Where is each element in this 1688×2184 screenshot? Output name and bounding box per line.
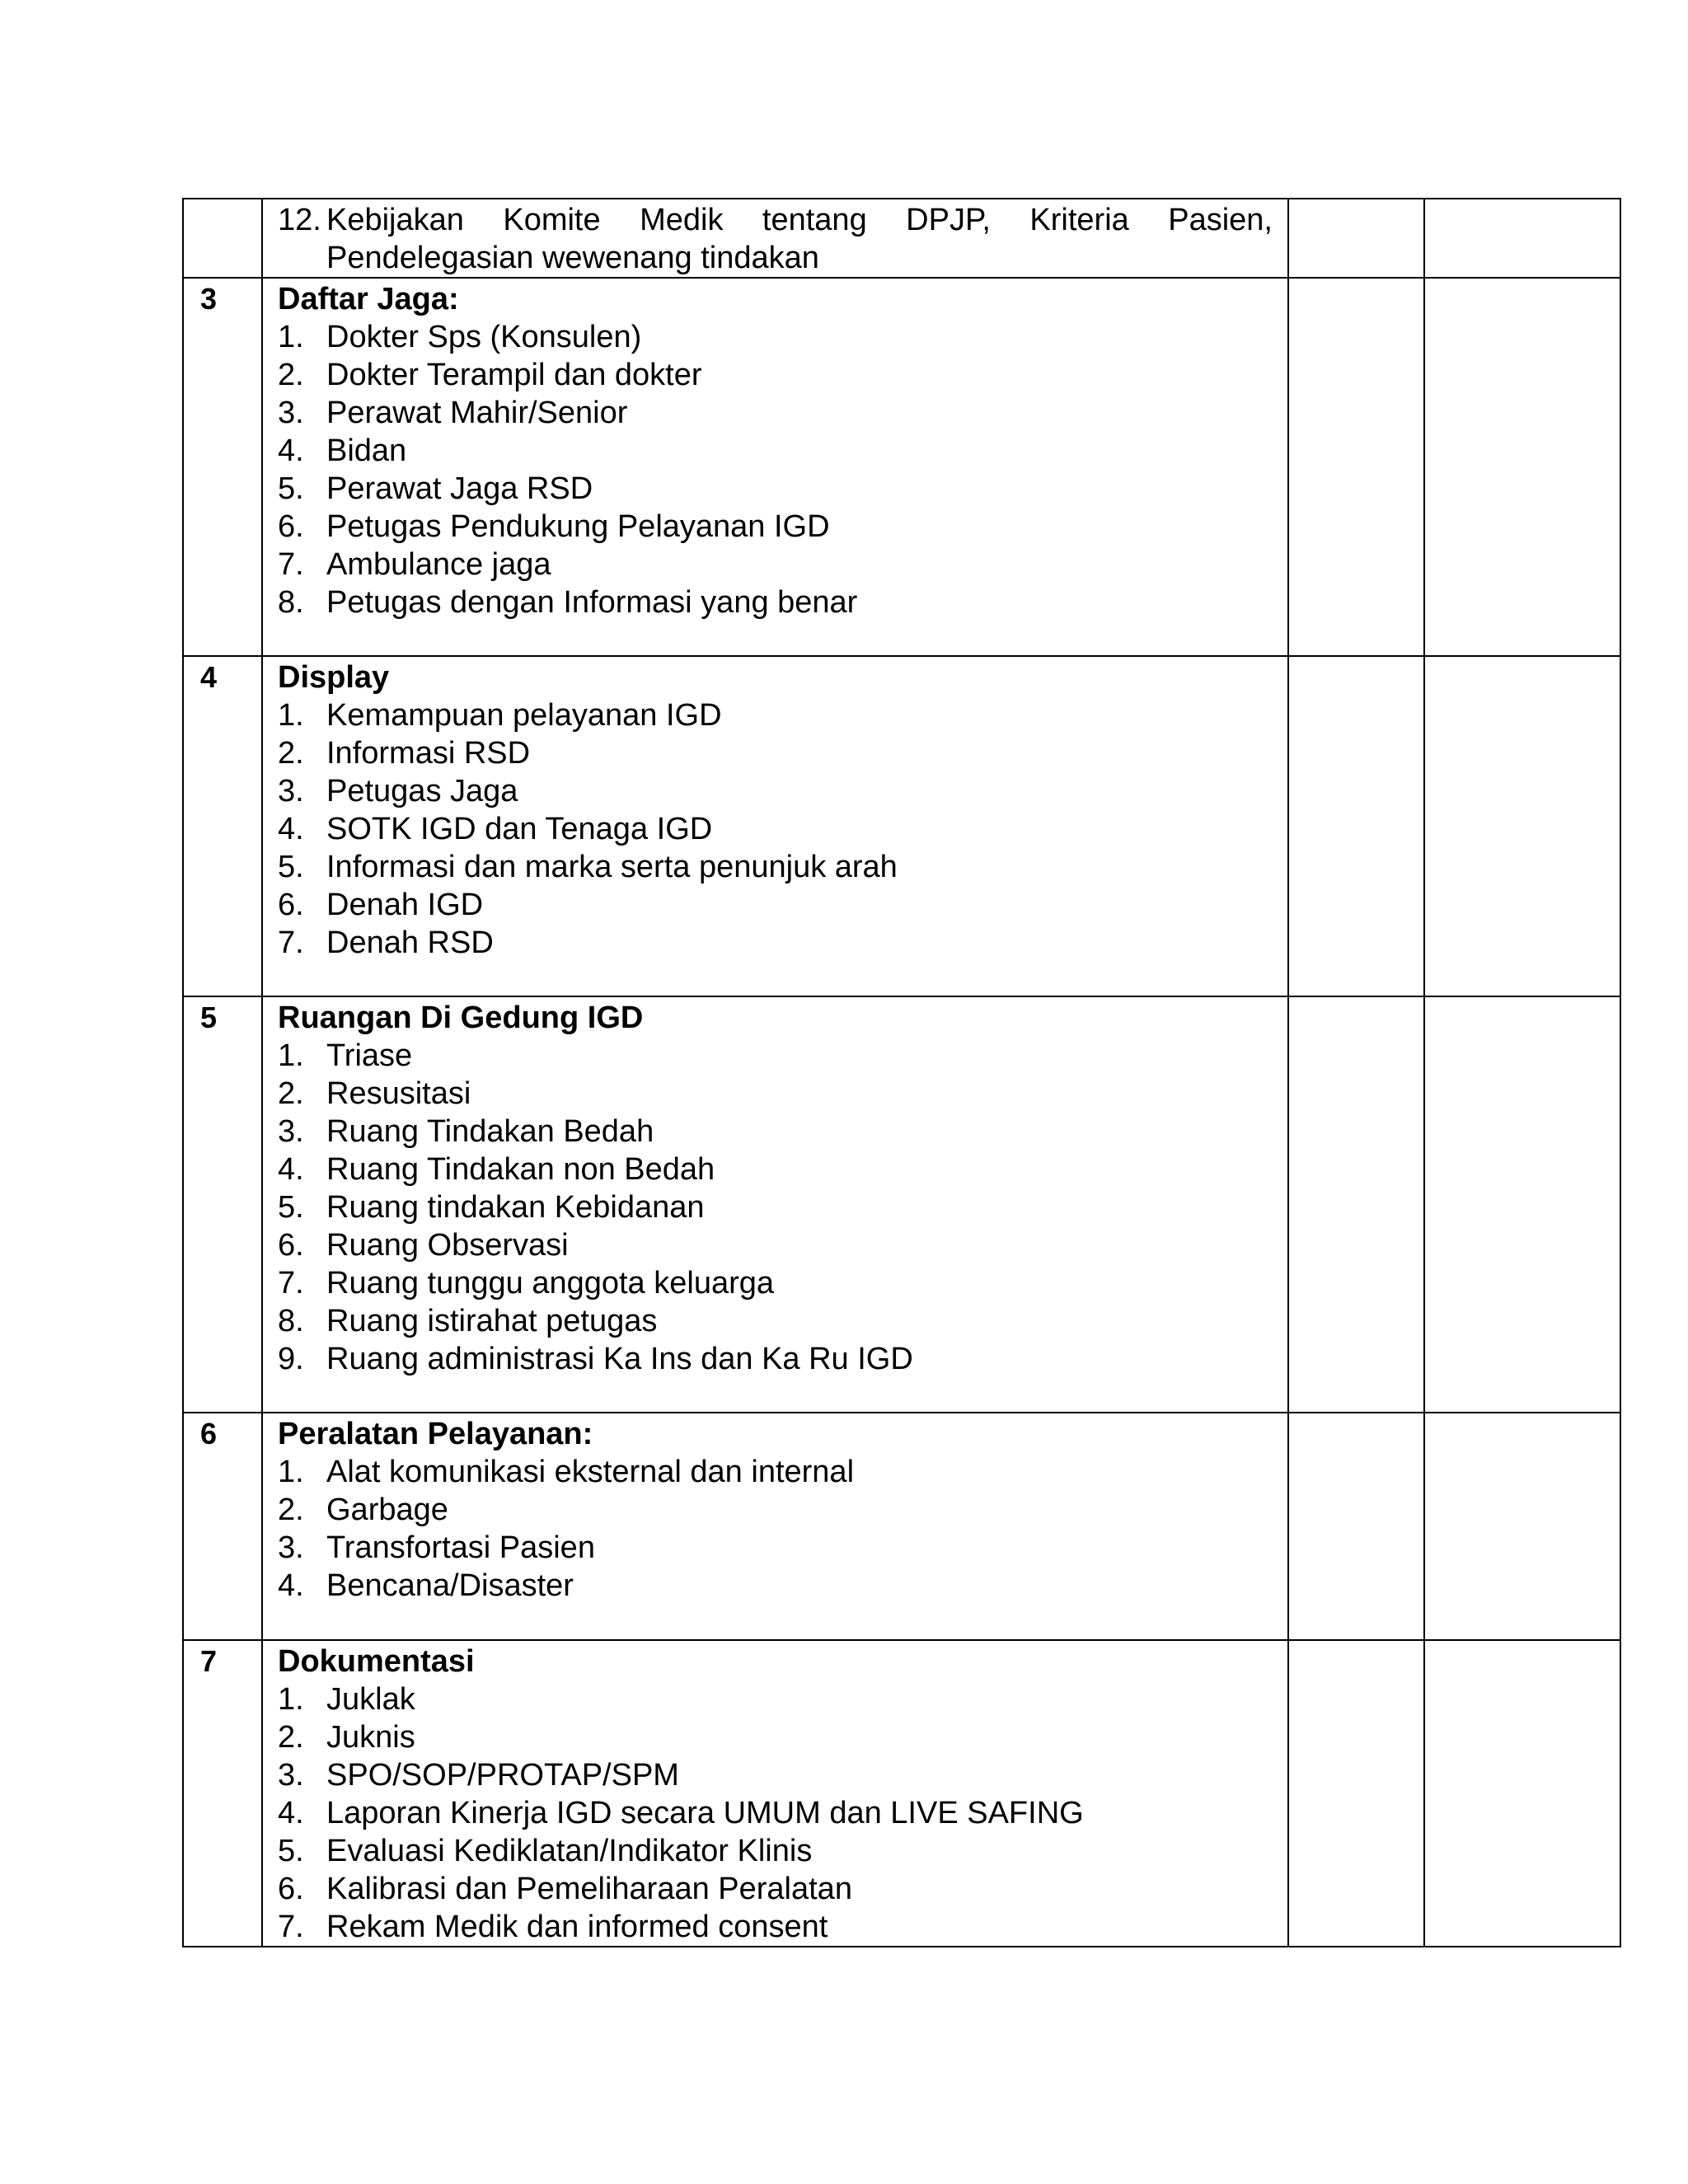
list-item [278,772,1273,810]
item-text: Alat komunikasi eksternal dan internal [326,1455,855,1489]
item-list [278,1037,1273,1378]
blank-check-cell[interactable] [1288,199,1424,278]
item-list [278,1680,1273,1946]
section-title: Daftar Jaga: [278,282,459,316]
item-number: 5. [278,471,304,506]
item-text: Ruang Tindakan Bedah [326,1114,654,1149]
list-item [278,1302,1273,1340]
item-text: Petugas dengan Informasi yang benar [326,585,858,620]
item-number: 1. [278,1038,304,1073]
list-item [278,696,1273,734]
section-title: Dokumentasi [278,1644,475,1679]
item-number: 6. [278,888,304,922]
item-text: Ruang Observasi [326,1228,569,1263]
item-number: 7. [278,547,304,582]
item-number: 7. [278,1266,304,1301]
list-item [278,546,1273,583]
item-number: 4. [278,1796,304,1830]
item-number: 6. [278,1872,304,1906]
list-item [278,394,1273,432]
item-text: Resusitasi [326,1076,471,1111]
item-number: 2. [278,1493,304,1527]
section-title: Display [278,660,390,695]
list-item [278,1188,1273,1226]
item-text: Dokter Terampil dan dokter [326,358,702,392]
item-number: 3. [278,396,304,430]
item-number: 7. [278,926,304,960]
item-number: 2. [278,358,304,392]
table-row [183,199,1620,278]
item-number: 12. [278,203,321,237]
item-list [278,318,1273,621]
row-content-cell [262,278,1288,656]
list-item [278,1794,1273,1832]
list-item [278,1832,1273,1870]
list-item [278,201,1273,277]
checklist-table [182,198,1621,1947]
list-item [278,1718,1273,1756]
list-item [278,432,1273,470]
item-number: 2. [278,1720,304,1755]
item-text: Ruang administrasi Ka Ins dan Ka Ru IGD [326,1342,913,1376]
item-text-line: Pendelegasian wewenang tindakan [326,241,819,275]
item-text: Ruang Tindakan non Bedah [326,1152,715,1187]
blank-note-cell[interactable] [1424,199,1620,278]
item-number: 4. [278,1152,304,1187]
row-number-cell: 5 [183,996,262,1413]
list-item [278,810,1273,848]
blank-check-cell[interactable] [1288,656,1424,996]
list-item [278,1113,1273,1151]
item-text: Evaluasi Kediklatan/Indikator Klinis [326,1834,813,1868]
list-item [278,356,1273,394]
item-number: 5. [278,850,304,884]
table-row [183,1640,1620,1947]
list-item [278,1529,1273,1567]
blank-check-cell[interactable] [1288,1413,1424,1640]
item-number: 9. [278,1342,304,1376]
item-text: Dokter Sps (Konsulen) [326,320,642,354]
list-item [278,1075,1273,1113]
list-item [278,924,1273,962]
list-item [278,470,1273,508]
item-text: Transfortasi Pasien [326,1530,595,1565]
list-item [278,1680,1273,1718]
item-number: 7. [278,1910,304,1944]
item-text: Bidan [326,434,407,468]
item-number: 3. [278,1114,304,1149]
list-item [278,1870,1273,1908]
item-text: Informasi dan marka serta penunjuk arah [326,850,898,884]
row-content-cell [262,1413,1288,1640]
blank-note-cell[interactable] [1424,656,1620,996]
item-text: Perawat Jaga RSD [326,471,593,506]
blank-check-cell[interactable] [1288,278,1424,656]
item-number: 4. [278,434,304,468]
list-item [278,1453,1273,1491]
list-item [278,848,1273,886]
item-number: 2. [278,1076,304,1111]
table-row [183,278,1620,656]
table-row [183,656,1620,996]
item-number: 8. [278,1304,304,1338]
item-text: Petugas Jaga [326,774,518,808]
list-item [278,583,1273,621]
list-item [278,1037,1273,1075]
list-item [278,886,1273,924]
list-item [278,1340,1273,1378]
item-text: Informasi RSD [326,736,531,771]
item-number: 2. [278,736,304,771]
row-number-cell: 6 [183,1413,262,1640]
item-number: 1. [278,320,304,354]
item-number: 5. [278,1190,304,1225]
item-text: SPO/SOP/PROTAP/SPM [326,1758,679,1793]
item-list [278,696,1273,962]
blank-check-cell[interactable] [1288,996,1424,1413]
row-number-cell: 7 [183,1640,262,1947]
item-number: 4. [278,812,304,846]
item-text: Laporan Kinerja IGD secara UMUM dan LIVE SAFING [326,1796,1084,1830]
section-title: Peralatan Pelayanan: [278,1417,593,1451]
item-number: 1. [278,1682,304,1717]
item-text: Denah IGD [326,888,484,922]
item-text: Kemampuan pelayanan IGD [326,698,722,733]
blank-note-cell[interactable] [1424,996,1620,1413]
item-text: Juknis [326,1720,415,1755]
item-number: 1. [278,1455,304,1489]
item-text: Denah RSD [326,926,494,960]
list-item [278,1151,1273,1188]
item-text: Ruang tunggu anggota keluarga [326,1266,775,1301]
item-text: Ruang istirahat petugas [326,1304,658,1338]
section-title: Ruangan Di Gedung IGD [278,1001,644,1035]
table-row [183,996,1620,1413]
item-text: Ambulance jaga [326,547,551,582]
row-number-cell: 3 [183,278,262,656]
item-text: SOTK IGD dan Tenaga IGD [326,812,713,846]
list-item [278,1264,1273,1302]
list-item [278,1226,1273,1264]
item-text-line: Kebijakan Komite Medik tentang DPJP, Kriteria Pasien, [326,203,1273,237]
item-number: 1. [278,698,304,733]
item-text: Kalibrasi dan Pemeliharaan Peralatan [326,1872,852,1906]
item-text: Ruang tindakan Kebidanan [326,1190,705,1225]
item-number: 8. [278,585,304,620]
item-text: Petugas Pendukung Pelayanan IGD [326,509,830,544]
blank-note-cell[interactable] [1424,1413,1620,1640]
blank-note-cell[interactable] [1424,278,1620,656]
item-number: 3. [278,1530,304,1565]
table-row [183,1413,1620,1640]
list-item [278,1908,1273,1946]
item-text: Bencana/Disaster [326,1568,574,1603]
row-number-cell [183,199,262,278]
row-content-cell [262,656,1288,996]
item-number: 4. [278,1568,304,1603]
list-item [278,508,1273,546]
list-item [278,1756,1273,1794]
list-item [278,734,1273,772]
item-text: Rekam Medik dan informed consent [326,1910,828,1944]
item-number: 5. [278,1834,304,1868]
item-text: Triase [326,1038,413,1073]
row-content-cell [262,1640,1288,1947]
list-item [278,1567,1273,1605]
blank-check-cell[interactable] [1288,1640,1424,1947]
list-item [278,1491,1273,1529]
item-text: Perawat Mahir/Senior [326,396,628,430]
blank-note-cell[interactable] [1424,1640,1620,1947]
item-text: Garbage [326,1493,448,1527]
item-number: 6. [278,1228,304,1263]
item-number: 3. [278,1758,304,1793]
item-number: 6. [278,509,304,544]
item-text: Juklak [326,1682,415,1717]
item-number: 3. [278,774,304,808]
item-list [278,1453,1273,1605]
list-item [278,318,1273,356]
item-list [278,201,1273,277]
row-content-cell [262,996,1288,1413]
row-content-cell [262,199,1288,278]
row-number-cell: 4 [183,656,262,996]
